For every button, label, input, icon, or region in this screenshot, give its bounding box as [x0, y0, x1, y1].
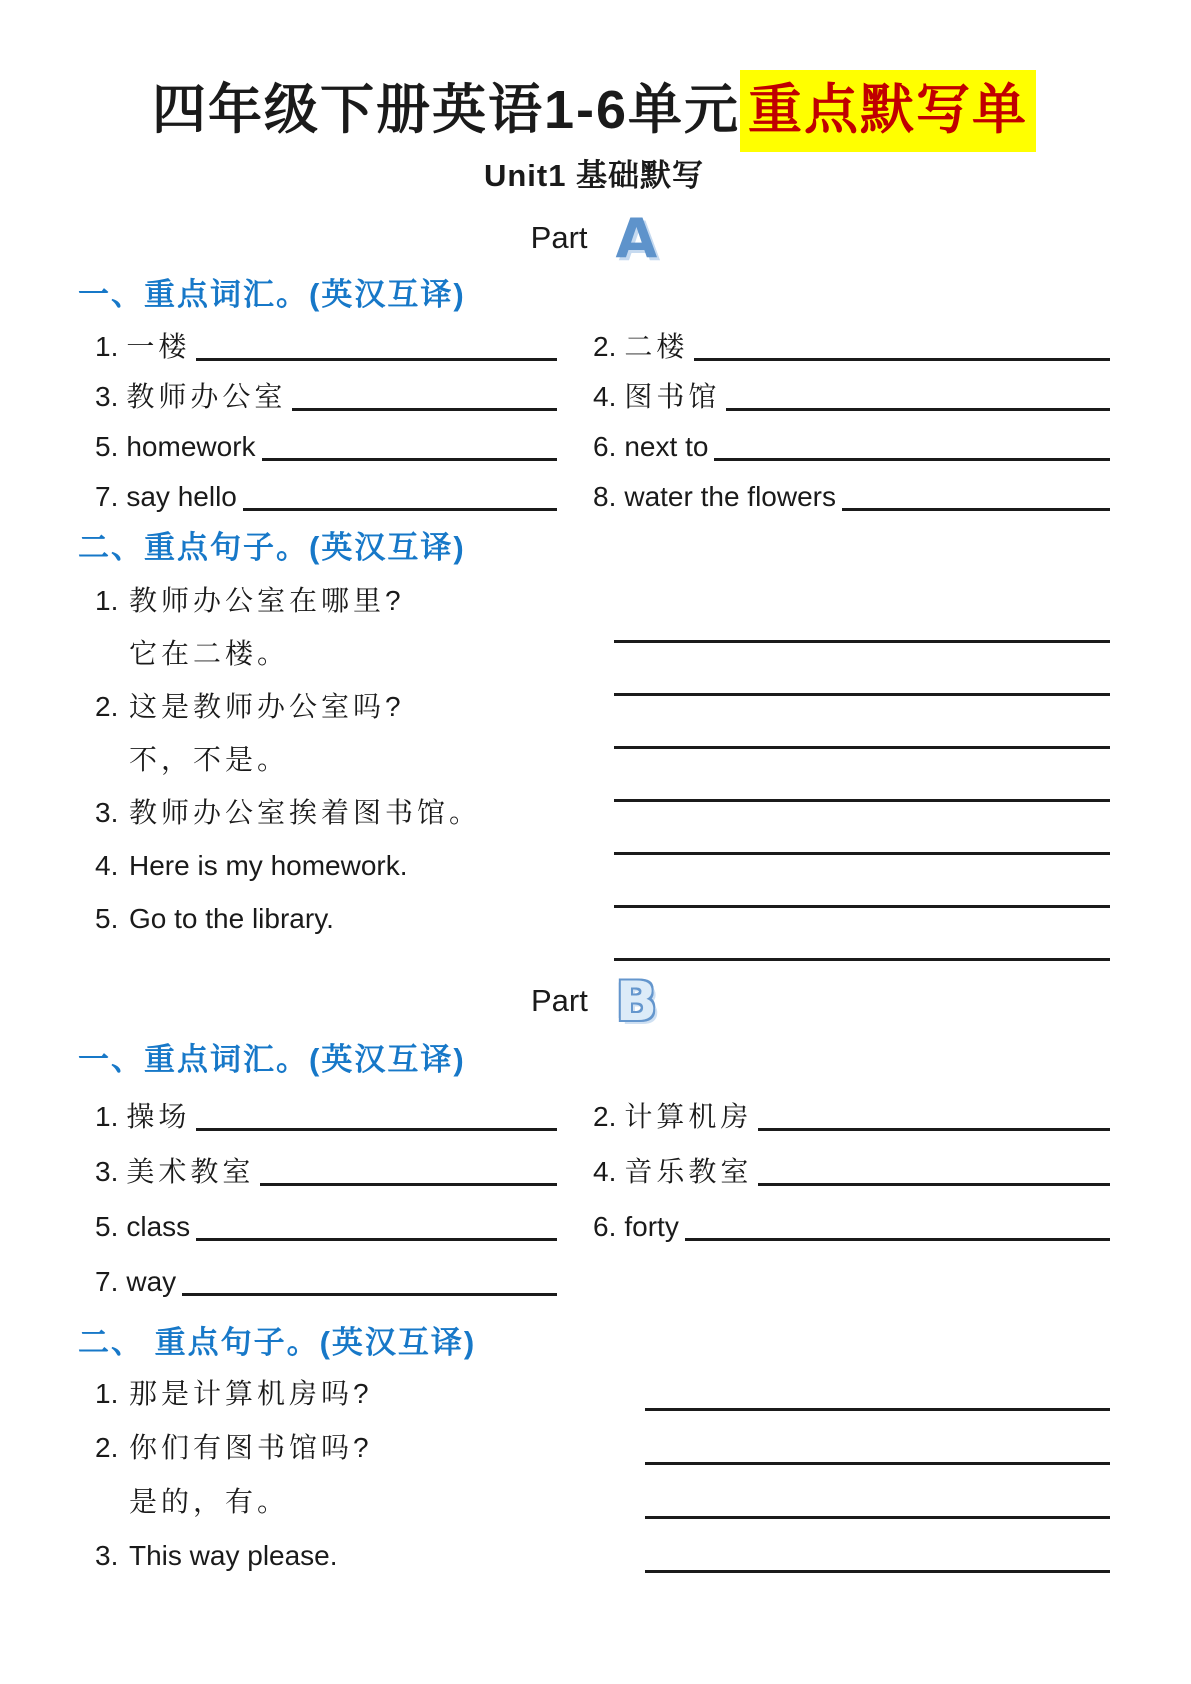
sentence-section-title-a: 二、重点句子。(英汉互译) — [78, 530, 466, 565]
answer-line — [614, 640, 1110, 643]
vocab-item — [95, 1140, 557, 1195]
sentence-text: This way please. — [129, 1540, 338, 1571]
sentence-text: 教师办公室在哪里? — [129, 584, 405, 616]
term-text: say hello — [126, 481, 237, 512]
sentence-text: 这是教师办公室吗? — [129, 690, 405, 722]
answer-line — [614, 693, 1110, 696]
answer-blank — [196, 1128, 557, 1131]
vocab-item — [95, 1250, 557, 1305]
term-text: water the flowers — [624, 481, 836, 512]
term-text: way — [126, 1266, 177, 1297]
item-number: 6. — [593, 1211, 617, 1242]
answer-blank — [758, 1183, 1110, 1186]
term-text: 二楼 — [624, 331, 689, 362]
item-number: 8. — [593, 481, 617, 512]
item-number: 3. — [95, 381, 119, 412]
sentence-number: 4. — [95, 849, 119, 881]
empty-cell — [593, 1250, 1110, 1305]
sentence-item — [95, 1421, 645, 1475]
sentence-number: 2. — [95, 690, 119, 722]
vocab-item — [593, 470, 1110, 520]
term-text: forty — [624, 1211, 679, 1242]
sentence-number: 2. — [95, 1432, 119, 1463]
vocab-item — [95, 420, 557, 470]
part-b-heading — [78, 969, 1110, 1033]
sentence-number: 1. — [95, 1378, 119, 1409]
term-text: 一楼 — [126, 331, 191, 362]
sentence-text: 你们有图书馆吗? — [129, 1432, 373, 1463]
sentence-item — [95, 786, 614, 839]
answer-line — [645, 1408, 1110, 1411]
sentence-number: 3. — [95, 1540, 119, 1571]
answer-blank — [842, 508, 1110, 511]
vocab-grid-a — [95, 320, 1110, 520]
item-number: 7. — [95, 481, 119, 512]
sentence-number: 3. — [95, 796, 119, 828]
sentence-item — [95, 733, 614, 786]
vocab-item — [95, 320, 557, 370]
answer-blank — [243, 508, 557, 511]
vocab-item — [593, 1085, 1110, 1140]
sentence-grid-b — [95, 1367, 1110, 1583]
vocab-section-title-b: 一、重点词汇。(英汉互译) — [78, 1042, 466, 1077]
part-label: Part — [530, 983, 588, 1018]
answer-blank — [260, 1183, 557, 1186]
item-number: 2. — [593, 1101, 617, 1132]
sentence-number: 1. — [95, 584, 119, 616]
vocab-item — [95, 470, 557, 520]
page-title-main: 四年级下册英语1-6单元 — [151, 80, 741, 140]
vocab-item — [593, 1140, 1110, 1195]
sentence-item — [95, 892, 614, 945]
item-number: 1. — [95, 331, 119, 362]
page-title-highlight: 重点默写单 — [740, 70, 1036, 152]
sentence-item — [95, 1475, 645, 1529]
sentence-grid-a — [95, 574, 1110, 945]
term-text: next to — [624, 431, 709, 462]
sentence-item — [95, 839, 614, 892]
item-number: 2. — [593, 331, 617, 362]
term-text: 教师办公室 — [126, 381, 287, 412]
term-text: 操场 — [126, 1101, 191, 1132]
item-number: 5. — [95, 1211, 119, 1242]
sentence-number: 5. — [95, 902, 119, 934]
answer-line — [645, 1516, 1110, 1519]
item-number: 4. — [593, 381, 617, 412]
sentence-text: Here is my homework. — [129, 849, 408, 881]
sentence-text: 教师办公室挨着图书馆。 — [129, 796, 482, 828]
vocab-item — [95, 370, 557, 420]
sentence-text: 它在二楼。 — [129, 637, 290, 669]
term-text: class — [126, 1211, 191, 1242]
sentence-item — [95, 627, 614, 680]
sentence-item — [95, 1367, 645, 1421]
vocab-grid-b — [95, 1085, 1110, 1305]
answer-line — [614, 958, 1110, 961]
item-number: 4. — [593, 1156, 617, 1187]
answer-line — [614, 746, 1110, 749]
vocab-item — [593, 370, 1110, 420]
item-number: 1. — [95, 1101, 119, 1132]
item-number: 5. — [95, 431, 119, 462]
answer-blank — [714, 458, 1110, 461]
sentence-item — [95, 1529, 645, 1583]
page-title — [78, 70, 1110, 150]
answer-blank — [182, 1293, 557, 1296]
term-text: 音乐教室 — [624, 1156, 753, 1187]
answer-blank — [292, 408, 557, 411]
part-letter-b: B — [615, 969, 658, 1033]
sentence-text: 那是计算机房吗? — [129, 1378, 373, 1409]
answer-blank — [685, 1238, 1110, 1241]
answer-line — [645, 1462, 1110, 1465]
item-number: 7. — [95, 1266, 119, 1297]
vocab-item — [95, 1085, 557, 1140]
term-text: homework — [126, 431, 256, 462]
item-number: 3. — [95, 1156, 119, 1187]
answer-line — [614, 852, 1110, 855]
unit-subtitle: Unit1 基础默写 — [483, 158, 705, 193]
term-text: 图书馆 — [624, 381, 721, 412]
part-letter-a: A — [615, 206, 658, 270]
answer-blank — [694, 358, 1110, 361]
sentence-item — [95, 574, 614, 627]
term-text: 美术教室 — [126, 1156, 255, 1187]
answer-blank — [758, 1128, 1110, 1131]
answer-blank — [196, 1238, 557, 1241]
sentence-text: 不，不是。 — [129, 743, 290, 775]
vocab-item — [593, 420, 1110, 470]
part-label: Part — [530, 220, 588, 255]
sentence-text: Go to the library. — [129, 902, 334, 934]
vocab-section-title-a: 一、重点词汇。(英汉互译) — [78, 277, 466, 312]
term-text: 计算机房 — [624, 1101, 753, 1132]
vocab-item — [593, 1195, 1110, 1250]
answer-blank — [262, 458, 557, 461]
answer-line — [614, 905, 1110, 908]
answer-line — [645, 1570, 1110, 1573]
sentence-section-title-b: 二、 重点句子。(英汉互译) — [78, 1325, 477, 1360]
vocab-item — [593, 320, 1110, 370]
answer-line — [614, 799, 1110, 802]
item-number: 6. — [593, 431, 617, 462]
vocab-item — [95, 1195, 557, 1250]
sentence-text: 是的，有。 — [129, 1486, 290, 1517]
sentence-item — [95, 680, 614, 733]
answer-blank — [196, 358, 557, 361]
answer-blank — [726, 408, 1110, 411]
part-a-heading — [78, 206, 1110, 270]
